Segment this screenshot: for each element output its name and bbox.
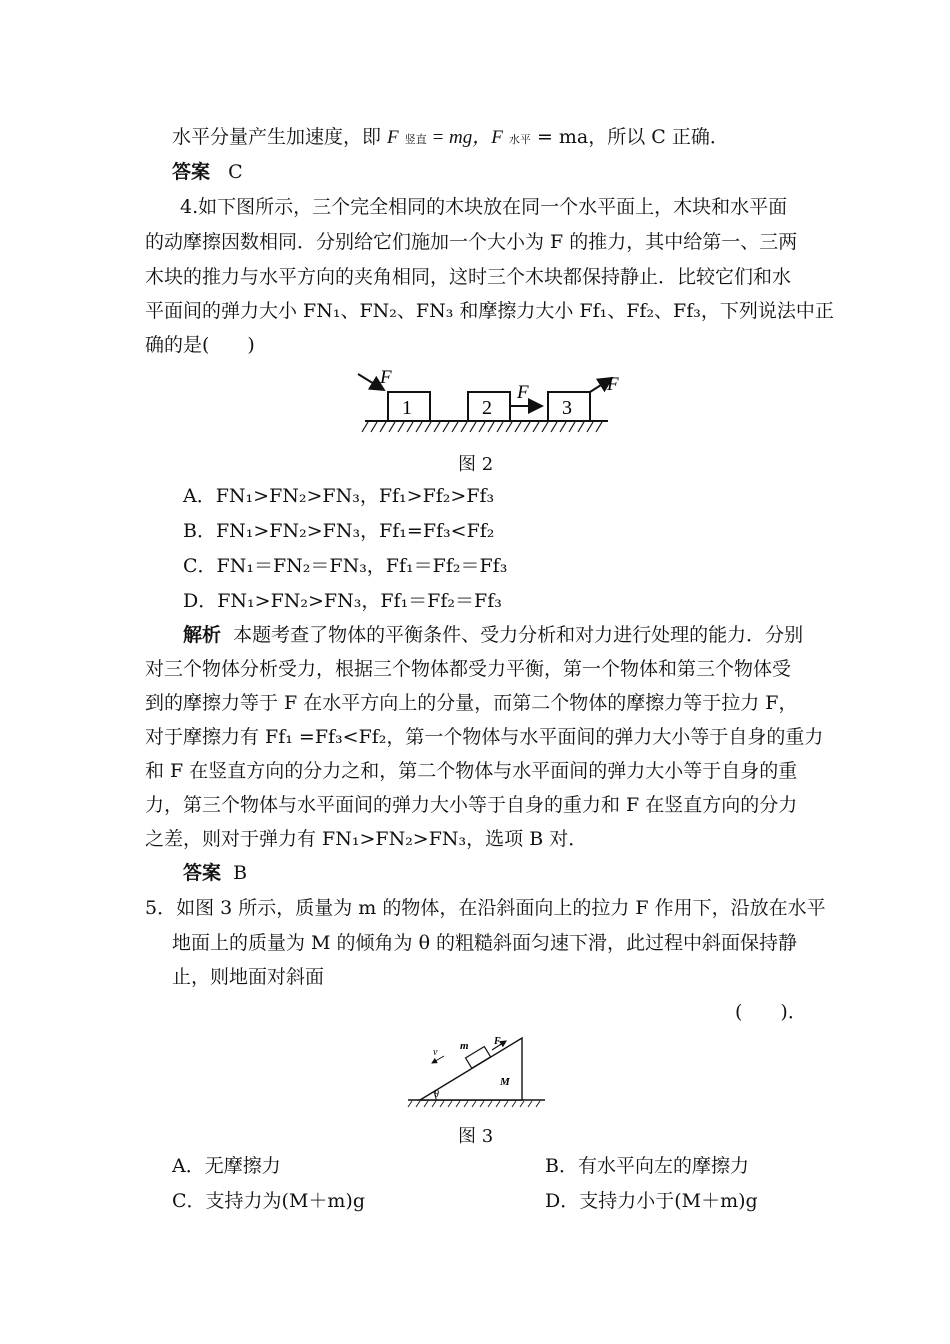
block-3-label: 3: [562, 397, 572, 419]
q4-answer: [183, 864, 247, 883]
answer-label: 答案: [183, 862, 222, 884]
q4-analysis-line: 对三个物体分析受力，根据三个物体都受力平衡，第一个物体和第三个物体受: [145, 658, 792, 680]
analysis-text: 本题考查了物体的平衡条件、受力分析和对力进行处理的能力．分别: [233, 624, 804, 646]
q4-text-line: 确的是( ): [145, 334, 255, 356]
force-symbol: F: [387, 127, 399, 148]
answer-value: C: [228, 161, 243, 183]
theta-label: θ: [434, 1089, 439, 1100]
q3-answer: [172, 163, 243, 182]
q5-option-c: C．支持力为(M＋m)g: [172, 1190, 365, 1212]
answer-value: B: [233, 862, 248, 884]
q4-analysis-line: [183, 626, 803, 645]
figure-3-caption: 图 3: [458, 1126, 494, 1147]
q4-analysis-line: 对于摩擦力有 Ff₁ =Ff₃<Ff₂，第一个物体与水平面间的弹力大小等于自身的重力: [145, 726, 824, 748]
q5-text-line: 5．如图 3 所示，质量为 m 的物体，在沿斜面向上的拉力 F 作用下，沿放在水平: [145, 897, 826, 919]
block-1-label: 1: [402, 397, 412, 419]
equation-horizontal: = ma，所以 C 正确．: [530, 126, 729, 148]
figure-3-incline: [400, 1030, 550, 1110]
q4-text-line: 4.如下图所示，三个完全相同的木块放在同一个水平面上，木块和水平面: [180, 196, 788, 218]
q4-text-line: 的动摩擦因数相同．分别给它们施加一个大小为 F 的推力，其中给第一、三两: [145, 231, 798, 253]
q5-option-a: A．无摩擦力: [172, 1155, 281, 1177]
force-label-3: F: [607, 374, 619, 395]
mass-M-label: M: [500, 1076, 510, 1088]
q4-analysis-line: 到的摩擦力等于 F 在水平方向上的分量，而第二个物体的摩擦力等于拉力 F，: [145, 692, 798, 714]
figure-2-blocks: [350, 366, 620, 438]
subscript-vertical: 竖直: [404, 133, 427, 146]
ground-hatch: [362, 422, 602, 432]
q4-text-line: 平面间的弹力大小 FN₁、FN₂、FN₃ 和摩擦力大小 Ff₁、Ff₂、Ff₃，下列说法中正: [145, 300, 834, 322]
block-2-label: 2: [482, 397, 492, 419]
q4-text-line: 木块的推力与水平方向的夹角相同，这时三个木块都保持静止．比较它们和水: [145, 266, 792, 288]
analysis-label: 解析: [183, 624, 222, 646]
figure-2-caption: 图 2: [458, 454, 494, 475]
q5-option-d: D．支持力小于(M＋m)g: [545, 1190, 758, 1212]
q4-analysis-line: 之差，则对于弹力有 FN₁>FN₂>FN₃，选项 B 对．: [145, 828, 588, 850]
q5-text-line: 地面上的质量为 M 的倾角为 θ 的粗糙斜面匀速下滑，此过程中斜面保持静: [172, 932, 798, 954]
q4-option-b: B．FN₁>FN₂>FN₃，Ff₁=Ff₃<Ff₂: [183, 520, 495, 542]
force-label-1: F: [380, 367, 392, 388]
velocity-label: v: [433, 1047, 438, 1058]
q4-analysis-line: 力，第三个物体与水平面间的弹力大小等于自身的重力和 F 在竖直方向的分力: [145, 794, 798, 816]
q5-option-b: B．有水平向左的摩擦力: [545, 1155, 749, 1177]
q3-text: 水平分量产生加速度，即: [172, 126, 388, 148]
force-label-2: F: [517, 382, 529, 403]
q5-text-line: 止，则地面对斜面: [172, 966, 325, 988]
answer-label: 答案: [172, 161, 211, 183]
q4-option-c: C．FN₁＝FN₂＝FN₃，Ff₁＝Ff₂＝Ff₃: [183, 555, 508, 577]
q4-option-a: A．FN₁>FN₂>FN₃，Ff₁>Ff₂>Ff₃: [183, 485, 495, 507]
pull-force-label: F: [494, 1036, 501, 1047]
force-symbol: F: [491, 127, 503, 148]
subscript-horizontal: 水平: [508, 133, 531, 146]
q5-answer-blank: ( )．: [735, 1001, 807, 1023]
mass-m-label: m: [460, 1040, 469, 1052]
equation-vertical: = mg，: [426, 127, 492, 148]
q3-conclusion-line: [172, 128, 729, 147]
q4-option-d: D．FN₁>FN₂>FN₃，Ff₁＝Ff₂＝Ff₃: [183, 590, 502, 612]
q4-analysis-line: 和 F 在竖直方向的分力之和，第二个物体与水平面间的弹力大小等于自身的重: [145, 760, 798, 782]
ground-hatch: [408, 1101, 540, 1107]
